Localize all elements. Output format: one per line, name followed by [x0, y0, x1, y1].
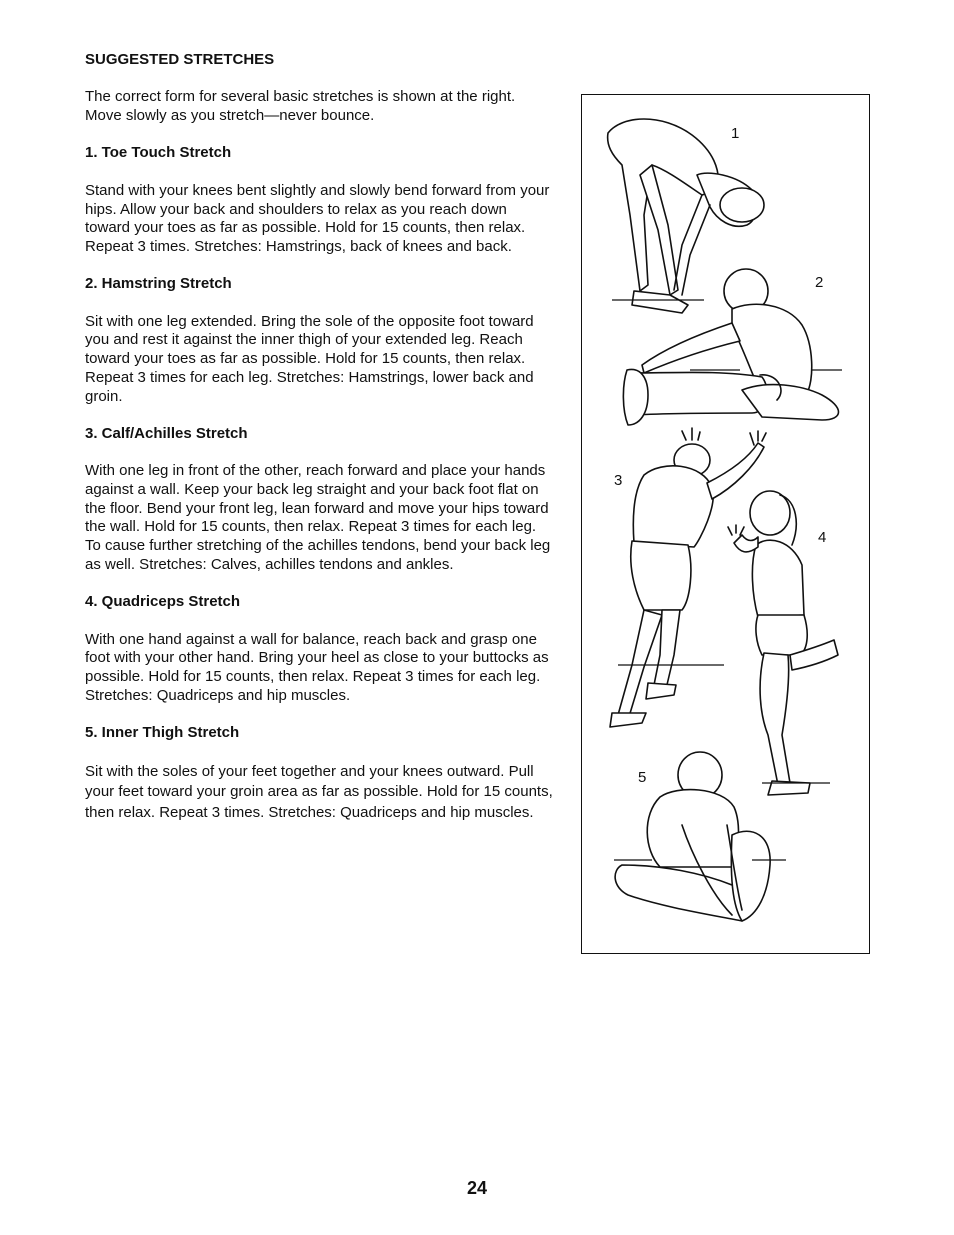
figure-label-5: 5	[638, 769, 647, 786]
figure-label-3: 3	[614, 472, 623, 489]
intro-paragraph: The correct form for several basic stretches is shown at the right. Move slowly as you stretch—never bounce.	[85, 88, 516, 125]
stretch-text-inner-thigh: Sit with the soles of your feet together and your knees outward. Pull your feet toward your groin area as far as possible. Hold for 15 counts, then relax. Repeat 3 times. Stretches: Quadriceps and hip muscles.	[85, 762, 553, 821]
figure-calf-achilles	[610, 428, 766, 727]
stretch-figures-drawing	[582, 95, 869, 953]
stretch-title-inner-thigh: 5. Inner Thigh Stretch	[85, 724, 240, 742]
stretch-title-quadriceps: 4. Quadriceps Stretch	[85, 593, 241, 611]
figure-hamstring	[623, 269, 842, 425]
figure-label-1: 1	[731, 125, 740, 142]
instructions-column	[85, 51, 555, 842]
figure-label-4: 4	[818, 529, 827, 546]
stretch-text-quadriceps: With one hand against a wall for balance, reach back and grasp one foot with your other hand. Bring your heel as close to your buttocks as possible. Hold for 15 counts, then relax. Repeat 3 times for each leg. Stretches: Quadriceps and hip muscles.	[85, 630, 549, 704]
stretch-text-toe-touch: Stand with your knees bent slightly and slowly bend forward from your hips. Allow your back and shoulders to relax as you reach down toward your toes as far as possible. Hold for 15 counts, then relax. Repeat 3 times. Stretches: Hamstrings, back of knees and back.	[85, 181, 550, 255]
stretch-title-hamstring: 2. Hamstring Stretch	[85, 275, 232, 293]
stretch-text-hamstring: Sit with one leg extended. Bring the sole of the opposite foot toward you and rest it against the inner thigh of your extended leg. Reach toward your toes as far as possible. Hold for 15 counts, then relax. Repeat 3 times for each leg. Stretches: Hamstrings, lower back and groin.	[85, 312, 534, 405]
stretch-title-toe-touch: 1. Toe Touch Stretch	[85, 144, 232, 162]
figure-label-2: 2	[815, 274, 824, 291]
stretch-text-calf-achilles: With one leg in front of the other, reach forward and place your hands against a wall. Keep your back leg straight and your back foot flat on the floor. Bend your front leg, lean forward and move your hips toward the wall. Hold for 15 counts, then relax. Repeat 3 times for each leg. To cause further stretching of the achilles tendons, bend your back leg as well. Stretches: Calves, achilles tendons and ankles.	[85, 462, 551, 573]
section-heading: SUGGESTED STRETCHES	[85, 51, 275, 68]
stretch-illustrations	[581, 94, 870, 954]
stretch-title-calf-achilles: 3. Calf/Achilles Stretch	[85, 424, 248, 442]
page-number: 24	[466, 1178, 488, 1198]
